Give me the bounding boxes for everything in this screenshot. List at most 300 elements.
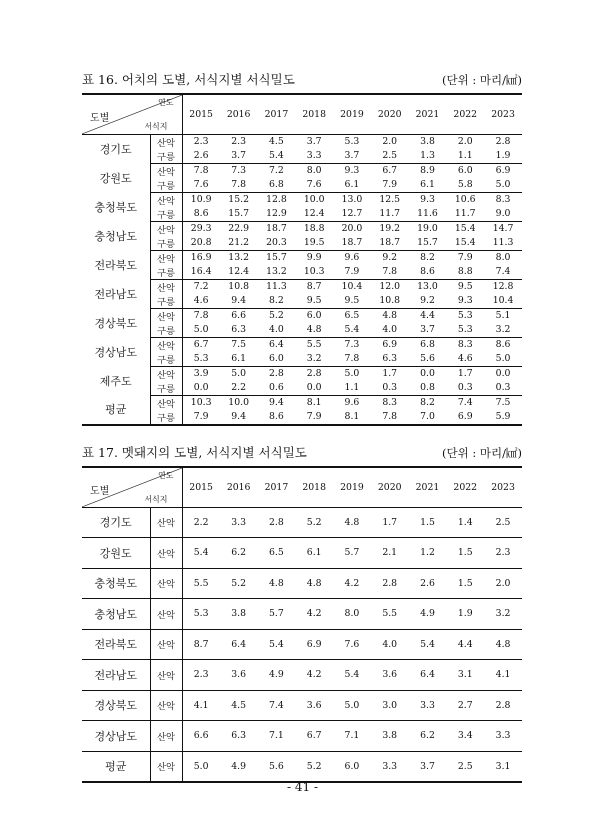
value-cell: 1.9: [446, 599, 484, 630]
value-cell: 13.2: [258, 265, 296, 280]
value-cell: 5.4: [333, 323, 371, 338]
value-cell: 22.9: [228, 223, 249, 234]
table-row: [82, 507, 522, 538]
value-cell: 3.1: [446, 660, 484, 691]
value-cell: 11.3: [484, 236, 522, 251]
value-cell: 1.7: [371, 507, 409, 538]
habitat-cell: 산악: [150, 751, 182, 782]
value-cell: 1.5: [409, 507, 447, 538]
table17-header-corner: [82, 467, 182, 507]
value-cell: 7.8: [333, 352, 371, 367]
table17-header-row: [82, 467, 522, 507]
value-cell: 2.0: [457, 136, 473, 147]
value-cell: 6.2: [409, 721, 447, 752]
value-cell: 12.5: [379, 194, 401, 205]
value-cell: 4.9: [409, 599, 447, 630]
table17-title: 표 17. 멧돼지의 도별, 서식지별 서식밀도: [82, 445, 307, 460]
value-cell: 6.6: [182, 721, 220, 752]
value-cell: 12.4: [220, 265, 258, 280]
table-row: [82, 192, 522, 207]
habitat-cell: 구릉: [150, 294, 182, 309]
value-cell: 2.6: [182, 149, 220, 164]
value-cell: 20.0: [341, 223, 363, 234]
value-cell: 1.7: [457, 368, 473, 379]
value-cell: 7.6: [182, 178, 220, 193]
value-cell: 5.0: [231, 368, 247, 379]
table-row: [82, 366, 522, 381]
habitat-cell: 구릉: [150, 410, 182, 425]
value-cell: 3.6: [220, 660, 258, 691]
value-cell: 9.5: [457, 281, 473, 292]
table-row: [82, 599, 522, 630]
value-cell: 7.5: [231, 339, 247, 350]
value-cell: 8.7: [182, 629, 220, 660]
value-cell: 9.5: [295, 294, 333, 309]
value-cell: 21.2: [220, 236, 258, 251]
habitat-cell: 구릉: [150, 178, 182, 193]
table17: [82, 466, 522, 783]
table16-header-row: [82, 94, 522, 134]
value-cell: 3.3: [382, 760, 398, 772]
region-cell: 경상북도: [82, 690, 150, 721]
habitat-cell: 구릉: [150, 323, 182, 338]
value-cell: 0.0: [420, 368, 435, 379]
table17-header-habitat: 서식지: [144, 494, 168, 504]
table-row: [82, 538, 522, 569]
table16-header-corner: [82, 94, 182, 134]
value-cell: 6.0: [344, 760, 360, 772]
value-cell: 19.2: [379, 223, 401, 234]
value-cell: 5.7: [333, 538, 371, 569]
table-row: [82, 134, 522, 149]
value-cell: 4.2: [295, 660, 333, 691]
table17-header-year: 연도: [158, 471, 174, 480]
habitat-cell: 산악: [150, 599, 182, 630]
value-cell: 8.1: [344, 411, 360, 422]
region-cell: 전라북도: [82, 250, 150, 279]
value-cell: 6.0: [457, 165, 473, 176]
value-cell: 12.4: [295, 207, 333, 222]
value-cell: 6.9: [457, 411, 473, 422]
habitat-cell: 산악: [150, 337, 182, 352]
habitat-cell: 산악: [150, 660, 182, 691]
value-cell: 6.6: [231, 310, 247, 321]
table16-title: 표 16. 어치의 도별, 서식지별 서식밀도: [82, 72, 295, 87]
value-cell: 2.0: [382, 136, 398, 147]
table-row: [82, 279, 522, 294]
value-cell: 2.0: [484, 568, 522, 599]
table16-unit: (단위 : 마리/㎢): [442, 73, 522, 87]
habitat-cell: 구릉: [150, 149, 182, 164]
value-cell: 3.8: [371, 721, 409, 752]
value-cell: 2.3: [182, 660, 220, 691]
value-cell: 4.1: [182, 690, 220, 721]
value-cell: 6.7: [193, 339, 209, 350]
value-cell: 6.3: [220, 721, 258, 752]
value-cell: 5.3: [457, 310, 473, 321]
value-cell: 6.8: [420, 339, 435, 350]
value-cell: 5.0: [333, 690, 371, 721]
value-cell: 20.8: [182, 236, 220, 251]
value-cell: 5.9: [495, 411, 511, 422]
value-cell: 15.4: [454, 223, 476, 234]
value-cell: 8.6: [269, 411, 284, 422]
page-number: - 41 -: [286, 780, 318, 794]
value-cell: 5.3: [446, 323, 484, 338]
region-cell: 전라북도: [82, 629, 150, 660]
table-row: [82, 751, 522, 782]
value-cell: 10.0: [303, 194, 325, 205]
value-cell: 8.6: [409, 265, 447, 280]
table-row: [82, 629, 522, 660]
value-cell: 2.8: [495, 136, 511, 147]
table17-header-region: 도별: [90, 486, 110, 497]
value-cell: 13.0: [417, 281, 438, 292]
value-cell: 8.6: [182, 207, 220, 222]
value-cell: 29.3: [190, 223, 212, 234]
value-cell: 7.4: [457, 397, 473, 408]
value-cell: 9.4: [220, 294, 258, 309]
value-cell: 20.3: [258, 236, 296, 251]
value-cell: 3.6: [295, 690, 333, 721]
value-cell: 8.6: [495, 339, 511, 350]
value-cell: 13.0: [341, 194, 363, 205]
habitat-cell: 산악: [150, 279, 182, 294]
value-cell: 6.1: [220, 352, 258, 367]
value-cell: 9.4: [231, 411, 247, 422]
value-cell: 3.1: [495, 760, 511, 772]
value-cell: 9.9: [306, 252, 322, 263]
region-cell: 경상남도: [82, 721, 150, 752]
value-cell: 2.5: [371, 149, 409, 164]
region-cell: 충청남도: [82, 599, 150, 630]
value-cell: 3.3: [295, 149, 333, 164]
value-cell: 7.8: [193, 165, 209, 176]
value-cell: 2.3: [231, 136, 247, 147]
value-cell: 5.1: [495, 310, 511, 321]
value-cell: 4.8: [333, 507, 371, 538]
value-cell: 18.8: [303, 223, 325, 234]
value-cell: 10.8: [228, 281, 249, 292]
value-cell: 2.8: [371, 568, 409, 599]
value-cell: 5.3: [182, 599, 220, 630]
value-cell: 4.5: [269, 136, 284, 147]
value-cell: 3.2: [484, 323, 522, 338]
table17-year-header: 2020: [371, 467, 409, 507]
table17-caption: [82, 443, 522, 461]
habitat-cell: 구릉: [150, 265, 182, 280]
table-row: [82, 308, 522, 323]
value-cell: 0.6: [258, 381, 296, 396]
value-cell: 5.8: [446, 178, 484, 193]
value-cell: 3.7: [333, 149, 371, 164]
table16: [82, 93, 522, 426]
value-cell: 9.3: [344, 165, 360, 176]
value-cell: 10.3: [295, 265, 333, 280]
table16-year-header: 2022: [446, 94, 484, 134]
value-cell: 6.0: [258, 352, 296, 367]
value-cell: 13.2: [228, 252, 249, 263]
value-cell: 4.6: [182, 294, 220, 309]
value-cell: 2.3: [193, 136, 209, 147]
value-cell: 4.4: [420, 310, 435, 321]
value-cell: 7.9: [457, 252, 473, 263]
value-cell: 5.4: [258, 629, 296, 660]
value-cell: 2.1: [371, 538, 409, 569]
value-cell: 4.0: [258, 323, 296, 338]
table16-year-header: 2019: [333, 94, 371, 134]
value-cell: 6.3: [220, 323, 258, 338]
table16-year-header: 2021: [409, 94, 447, 134]
value-cell: 15.4: [446, 236, 484, 251]
value-cell: 6.4: [220, 629, 258, 660]
value-cell: 7.9: [333, 265, 371, 280]
region-cell: 강원도: [82, 538, 150, 569]
value-cell: 2.2: [220, 381, 258, 396]
value-cell: 1.1: [333, 381, 371, 396]
value-cell: 3.3: [484, 721, 522, 752]
value-cell: 7.9: [193, 411, 209, 422]
value-cell: 0.0: [495, 368, 511, 379]
value-cell: 4.8: [382, 310, 398, 321]
region-cell: 제주도: [82, 366, 150, 395]
table-row: [82, 337, 522, 352]
table16-header-region: 도별: [90, 113, 110, 124]
value-cell: 5.6: [269, 760, 284, 772]
value-cell: 1.1: [446, 149, 484, 164]
value-cell: 5.5: [182, 568, 220, 599]
value-cell: 3.7: [306, 136, 322, 147]
value-cell: 10.8: [371, 294, 409, 309]
value-cell: 5.4: [258, 149, 296, 164]
value-cell: 3.4: [446, 721, 484, 752]
value-cell: 11.6: [409, 207, 447, 222]
value-cell: 0.3: [446, 381, 484, 396]
value-cell: 2.3: [484, 538, 522, 569]
value-cell: 10.3: [190, 397, 212, 408]
habitat-cell: 산악: [150, 134, 182, 149]
value-cell: 5.2: [306, 760, 322, 772]
value-cell: 19.0: [417, 223, 438, 234]
value-cell: 6.4: [269, 339, 284, 350]
value-cell: 0.3: [484, 381, 522, 396]
value-cell: 6.0: [306, 310, 322, 321]
value-cell: 7.9: [306, 411, 322, 422]
value-cell: 6.9: [495, 165, 511, 176]
value-cell: 4.2: [295, 599, 333, 630]
value-cell: 6.5: [344, 310, 360, 321]
habitat-cell: 구릉: [150, 207, 182, 222]
value-cell: 1.5: [446, 568, 484, 599]
table16-header-habitat: 서식지: [144, 121, 168, 131]
value-cell: 5.4: [182, 538, 220, 569]
table-row: [82, 163, 522, 178]
region-cell: 경상북도: [82, 308, 150, 337]
value-cell: 5.2: [295, 507, 333, 538]
habitat-cell: 산악: [150, 163, 182, 178]
value-cell: 4.0: [371, 629, 409, 660]
habitat-cell: 산악: [150, 690, 182, 721]
value-cell: 3.7: [409, 323, 447, 338]
value-cell: 5.5: [371, 599, 409, 630]
value-cell: 8.2: [258, 294, 296, 309]
value-cell: 18.7: [333, 236, 371, 251]
value-cell: 9.4: [269, 397, 284, 408]
value-cell: 5.7: [258, 599, 296, 630]
value-cell: 7.2: [269, 165, 284, 176]
value-cell: 6.7: [382, 165, 398, 176]
value-cell: 1.9: [484, 149, 522, 164]
region-cell: 경기도: [82, 134, 150, 163]
value-cell: 4.8: [484, 629, 522, 660]
value-cell: 9.3: [446, 294, 484, 309]
value-cell: 4.8: [295, 323, 333, 338]
value-cell: 15.7: [409, 236, 447, 251]
table17-year-header: 2016: [220, 467, 258, 507]
value-cell: 18.7: [371, 236, 409, 251]
value-cell: 5.5: [306, 339, 322, 350]
table17-year-header: 2019: [333, 467, 371, 507]
value-cell: 4.6: [446, 352, 484, 367]
value-cell: 2.6: [409, 568, 447, 599]
value-cell: 5.2: [269, 310, 284, 321]
value-cell: 7.3: [231, 165, 247, 176]
value-cell: 16.9: [190, 252, 212, 263]
value-cell: 9.0: [484, 207, 522, 222]
value-cell: 8.7: [306, 281, 322, 292]
value-cell: 9.2: [382, 252, 398, 263]
value-cell: 7.4: [258, 690, 296, 721]
table17-year-header: 2017: [258, 467, 296, 507]
value-cell: 15.7: [220, 207, 258, 222]
value-cell: 8.2: [420, 252, 435, 263]
value-cell: 5.4: [409, 629, 447, 660]
value-cell: 3.6: [371, 660, 409, 691]
value-cell: 0.0: [182, 381, 220, 396]
value-cell: 3.2: [295, 352, 333, 367]
value-cell: 12.9: [258, 207, 296, 222]
region-cell: 경상남도: [82, 337, 150, 366]
value-cell: 11.7: [371, 207, 409, 222]
value-cell: 9.2: [409, 294, 447, 309]
table17-year-header: 2023: [484, 467, 522, 507]
table17-year-header: 2022: [446, 467, 484, 507]
value-cell: 14.7: [492, 223, 514, 234]
value-cell: 1.2: [409, 538, 447, 569]
region-cell: 충청북도: [82, 568, 150, 599]
value-cell: 10.4: [341, 281, 363, 292]
habitat-cell: 구릉: [150, 381, 182, 396]
region-cell: 강원도: [82, 163, 150, 192]
value-cell: 9.5: [333, 294, 371, 309]
value-cell: 15.2: [228, 194, 249, 205]
value-cell: 4.0: [371, 323, 409, 338]
value-cell: 2.8: [269, 368, 284, 379]
value-cell: 2.2: [182, 507, 220, 538]
table-row: [82, 690, 522, 721]
habitat-cell: 산악: [150, 221, 182, 236]
habitat-cell: 산악: [150, 538, 182, 569]
habitat-cell: 산악: [150, 366, 182, 381]
habitat-cell: 산악: [150, 250, 182, 265]
value-cell: 4.4: [446, 629, 484, 660]
value-cell: 12.7: [333, 207, 371, 222]
value-cell: 8.0: [333, 599, 371, 630]
value-cell: 1.7: [382, 368, 398, 379]
value-cell: 7.9: [371, 178, 409, 193]
table17-year-header: 2021: [409, 467, 447, 507]
table16-caption: [82, 70, 522, 88]
region-cell: 충청북도: [82, 192, 150, 221]
value-cell: 3.9: [193, 368, 209, 379]
habitat-cell: 산악: [150, 192, 182, 207]
value-cell: 4.8: [295, 568, 333, 599]
value-cell: 8.9: [420, 165, 435, 176]
value-cell: 6.5: [258, 538, 296, 569]
region-cell: 전라남도: [82, 660, 150, 691]
value-cell: 6.9: [382, 339, 398, 350]
value-cell: 3.2: [484, 599, 522, 630]
value-cell: 7.8: [193, 310, 209, 321]
table16-year-header: 2020: [371, 94, 409, 134]
value-cell: 5.3: [182, 352, 220, 367]
table-row: [82, 221, 522, 236]
value-cell: 8.2: [420, 397, 435, 408]
value-cell: 5.0: [182, 323, 220, 338]
table-row: [82, 660, 522, 691]
habitat-cell: 산악: [150, 629, 182, 660]
value-cell: 8.0: [306, 165, 322, 176]
value-cell: 8.0: [495, 252, 511, 263]
value-cell: 0.3: [371, 381, 409, 396]
table16-year-header: 2018: [295, 94, 333, 134]
habitat-cell: 산악: [150, 721, 182, 752]
table16-year-header: 2023: [484, 94, 522, 134]
value-cell: 0.8: [409, 381, 447, 396]
table-row: [82, 721, 522, 752]
habitat-cell: 산악: [150, 568, 182, 599]
value-cell: 4.9: [258, 660, 296, 691]
table-row: [82, 568, 522, 599]
value-cell: 5.6: [409, 352, 447, 367]
table-row: [82, 395, 522, 410]
value-cell: 2.5: [484, 507, 522, 538]
value-cell: 1.4: [446, 507, 484, 538]
value-cell: 6.4: [409, 660, 447, 691]
value-cell: 4.2: [333, 568, 371, 599]
value-cell: 10.6: [454, 194, 476, 205]
value-cell: 12.0: [379, 281, 401, 292]
habitat-cell: 산악: [150, 308, 182, 323]
value-cell: 4.1: [484, 660, 522, 691]
value-cell: 7.6: [333, 629, 371, 660]
value-cell: 8.3: [457, 339, 473, 350]
region-cell: 평균: [82, 751, 150, 782]
value-cell: 6.8: [258, 178, 296, 193]
value-cell: 9.6: [344, 252, 360, 263]
habitat-cell: 구릉: [150, 352, 182, 367]
value-cell: 2.8: [484, 690, 522, 721]
value-cell: 7.0: [420, 411, 435, 422]
value-cell: 10.4: [484, 294, 522, 309]
value-cell: 3.8: [420, 136, 435, 147]
region-cell: 평균: [82, 395, 150, 425]
value-cell: 5.0: [344, 368, 360, 379]
value-cell: 3.7: [420, 760, 435, 772]
value-cell: 7.8: [371, 265, 409, 280]
value-cell: 7.4: [484, 265, 522, 280]
value-cell: 15.7: [266, 252, 287, 263]
